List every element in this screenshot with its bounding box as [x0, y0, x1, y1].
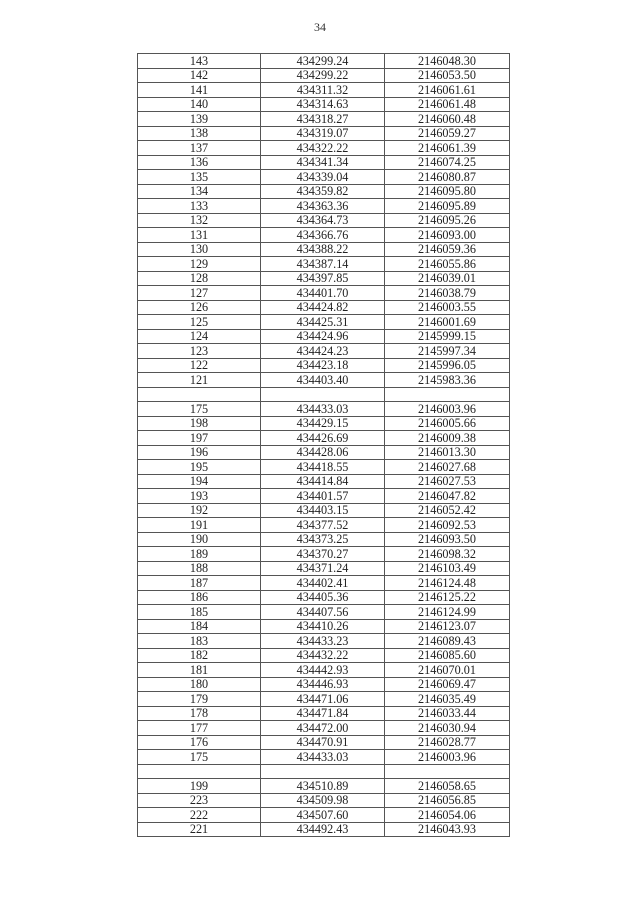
- x-coordinate-cell: 434339.04: [261, 170, 385, 185]
- x-coordinate-cell: 434509.98: [261, 793, 385, 808]
- table-row: [138, 648, 510, 663]
- x-coordinate-cell: 434428.06: [261, 445, 385, 460]
- x-coordinate-cell: 434402.41: [261, 576, 385, 591]
- coordinate-table: [137, 53, 510, 837]
- y-coordinate-cell: 2146093.50: [385, 532, 510, 547]
- point-number-cell: 175: [138, 402, 261, 417]
- y-coordinate-cell: 2146103.49: [385, 561, 510, 576]
- coordinate-table-body: [138, 54, 510, 837]
- y-coordinate-cell: 2146054.06: [385, 808, 510, 823]
- table-row: [138, 590, 510, 605]
- point-number-cell: 139: [138, 112, 261, 127]
- table-row: [138, 808, 510, 823]
- x-coordinate-cell: 434424.23: [261, 344, 385, 359]
- y-coordinate-cell: 2146047.82: [385, 489, 510, 504]
- table-row: [138, 677, 510, 692]
- table-row: [138, 619, 510, 634]
- table-row: [138, 54, 510, 69]
- table-row: [138, 750, 510, 765]
- point-number-cell: 223: [138, 793, 261, 808]
- point-number-cell: 195: [138, 460, 261, 475]
- table-row: [138, 779, 510, 794]
- x-coordinate-cell: 434359.82: [261, 184, 385, 199]
- table-row: [138, 170, 510, 185]
- point-number-cell: 184: [138, 619, 261, 634]
- y-coordinate-cell: 2146058.65: [385, 779, 510, 794]
- y-coordinate-cell: 2146061.39: [385, 141, 510, 156]
- point-number-cell: 135: [138, 170, 261, 185]
- y-coordinate-cell: 2146053.50: [385, 68, 510, 83]
- table-row: [138, 68, 510, 83]
- point-number-cell: 191: [138, 518, 261, 533]
- y-coordinate-cell: 2146095.80: [385, 184, 510, 199]
- x-coordinate-cell: 434424.82: [261, 300, 385, 315]
- point-number-cell: 221: [138, 822, 261, 837]
- point-number-cell: 127: [138, 286, 261, 301]
- point-number-cell: 121: [138, 373, 261, 388]
- x-coordinate-cell: 434388.22: [261, 242, 385, 257]
- y-coordinate-cell: 2146035.49: [385, 692, 510, 707]
- separator-row: [138, 764, 510, 779]
- y-coordinate-cell: 2146124.48: [385, 576, 510, 591]
- x-coordinate-cell: 434432.22: [261, 648, 385, 663]
- point-number-cell: 196: [138, 445, 261, 460]
- table-row: [138, 518, 510, 533]
- point-number-cell: 122: [138, 358, 261, 373]
- y-coordinate-cell: 2146059.36: [385, 242, 510, 257]
- table-row: [138, 735, 510, 750]
- table-row: [138, 402, 510, 417]
- y-coordinate-cell: 2146125.22: [385, 590, 510, 605]
- x-coordinate-cell: 434363.36: [261, 199, 385, 214]
- y-coordinate-cell: 2146030.94: [385, 721, 510, 736]
- y-coordinate-cell: 2146038.79: [385, 286, 510, 301]
- point-number-cell: 176: [138, 735, 261, 750]
- table-row: [138, 721, 510, 736]
- x-coordinate-cell: 434401.70: [261, 286, 385, 301]
- x-coordinate-cell: 434507.60: [261, 808, 385, 823]
- table-row: [138, 634, 510, 649]
- point-number-cell: 197: [138, 431, 261, 446]
- y-coordinate-cell: 2145999.15: [385, 329, 510, 344]
- x-coordinate-cell: [261, 387, 385, 402]
- x-coordinate-cell: 434405.36: [261, 590, 385, 605]
- table-row: [138, 315, 510, 330]
- table-row: [138, 547, 510, 562]
- y-coordinate-cell: 2146055.86: [385, 257, 510, 272]
- table-row: [138, 822, 510, 837]
- point-number-cell: 129: [138, 257, 261, 272]
- y-coordinate-cell: [385, 387, 510, 402]
- point-number-cell: 182: [138, 648, 261, 663]
- y-coordinate-cell: 2146061.61: [385, 83, 510, 98]
- point-number-cell: 198: [138, 416, 261, 431]
- y-coordinate-cell: 2146060.48: [385, 112, 510, 127]
- x-coordinate-cell: 434471.84: [261, 706, 385, 721]
- point-number-cell: 194: [138, 474, 261, 489]
- y-coordinate-cell: 2145996.05: [385, 358, 510, 373]
- point-number-cell: 126: [138, 300, 261, 315]
- point-number-cell: 199: [138, 779, 261, 794]
- y-coordinate-cell: 2146003.96: [385, 750, 510, 765]
- y-coordinate-cell: 2146059.27: [385, 126, 510, 141]
- point-number-cell: 131: [138, 228, 261, 243]
- x-coordinate-cell: 434424.96: [261, 329, 385, 344]
- table-row: [138, 155, 510, 170]
- table-row: [138, 242, 510, 257]
- y-coordinate-cell: 2146089.43: [385, 634, 510, 649]
- table-row: [138, 199, 510, 214]
- x-coordinate-cell: 434341.34: [261, 155, 385, 170]
- point-number-cell: 141: [138, 83, 261, 98]
- y-coordinate-cell: 2146070.01: [385, 663, 510, 678]
- x-coordinate-cell: 434403.40: [261, 373, 385, 388]
- table-row: [138, 112, 510, 127]
- x-coordinate-cell: 434433.03: [261, 402, 385, 417]
- table-row: [138, 416, 510, 431]
- x-coordinate-cell: 434387.14: [261, 257, 385, 272]
- y-coordinate-cell: 2146048.30: [385, 54, 510, 69]
- point-number-cell: 185: [138, 605, 261, 620]
- point-number-cell: 180: [138, 677, 261, 692]
- y-coordinate-cell: 2146095.26: [385, 213, 510, 228]
- point-number-cell: 177: [138, 721, 261, 736]
- x-coordinate-cell: 434492.43: [261, 822, 385, 837]
- point-number-cell: 132: [138, 213, 261, 228]
- point-number-cell: 181: [138, 663, 261, 678]
- y-coordinate-cell: 2145983.36: [385, 373, 510, 388]
- point-number-cell: 183: [138, 634, 261, 649]
- table-row: [138, 286, 510, 301]
- point-number-cell: 136: [138, 155, 261, 170]
- point-number-cell: 137: [138, 141, 261, 156]
- point-number-cell: 123: [138, 344, 261, 359]
- y-coordinate-cell: 2146003.96: [385, 402, 510, 417]
- table-row: [138, 213, 510, 228]
- point-number-cell: 143: [138, 54, 261, 69]
- x-coordinate-cell: 434401.57: [261, 489, 385, 504]
- y-coordinate-cell: [385, 764, 510, 779]
- table-row: [138, 561, 510, 576]
- y-coordinate-cell: 2145997.34: [385, 344, 510, 359]
- table-row: [138, 503, 510, 518]
- y-coordinate-cell: 2146095.89: [385, 199, 510, 214]
- y-coordinate-cell: 2146124.99: [385, 605, 510, 620]
- point-number-cell: 138: [138, 126, 261, 141]
- y-coordinate-cell: 2146033.44: [385, 706, 510, 721]
- y-coordinate-cell: 2146001.69: [385, 315, 510, 330]
- x-coordinate-cell: 434364.73: [261, 213, 385, 228]
- x-coordinate-cell: 434410.26: [261, 619, 385, 634]
- y-coordinate-cell: 2146039.01: [385, 271, 510, 286]
- table-row: [138, 532, 510, 547]
- y-coordinate-cell: 2146052.42: [385, 503, 510, 518]
- point-number-cell: 189: [138, 547, 261, 562]
- x-coordinate-cell: 434299.24: [261, 54, 385, 69]
- table-row: [138, 344, 510, 359]
- table-row: [138, 97, 510, 112]
- point-number-cell: 133: [138, 199, 261, 214]
- x-coordinate-cell: 434425.31: [261, 315, 385, 330]
- point-number-cell: [138, 764, 261, 779]
- x-coordinate-cell: 434314.63: [261, 97, 385, 112]
- x-coordinate-cell: 434471.06: [261, 692, 385, 707]
- table-row: [138, 793, 510, 808]
- point-number-cell: 192: [138, 503, 261, 518]
- point-number-cell: 222: [138, 808, 261, 823]
- x-coordinate-cell: 434299.22: [261, 68, 385, 83]
- table-row: [138, 474, 510, 489]
- x-coordinate-cell: 434318.27: [261, 112, 385, 127]
- y-coordinate-cell: 2146085.60: [385, 648, 510, 663]
- point-number-cell: 142: [138, 68, 261, 83]
- x-coordinate-cell: 434426.69: [261, 431, 385, 446]
- x-coordinate-cell: 434319.07: [261, 126, 385, 141]
- table-row: [138, 83, 510, 98]
- table-row: [138, 373, 510, 388]
- y-coordinate-cell: 2146123.07: [385, 619, 510, 634]
- y-coordinate-cell: 2146027.53: [385, 474, 510, 489]
- point-number-cell: 128: [138, 271, 261, 286]
- point-number-cell: 188: [138, 561, 261, 576]
- table-row: [138, 271, 510, 286]
- x-coordinate-cell: 434423.18: [261, 358, 385, 373]
- x-coordinate-cell: 434510.89: [261, 779, 385, 794]
- x-coordinate-cell: 434472.00: [261, 721, 385, 736]
- y-coordinate-cell: 2146056.85: [385, 793, 510, 808]
- y-coordinate-cell: 2146043.93: [385, 822, 510, 837]
- x-coordinate-cell: 434311.32: [261, 83, 385, 98]
- table-row: [138, 663, 510, 678]
- x-coordinate-cell: 434446.93: [261, 677, 385, 692]
- table-row: [138, 445, 510, 460]
- point-number-cell: 186: [138, 590, 261, 605]
- y-coordinate-cell: 2146003.55: [385, 300, 510, 315]
- y-coordinate-cell: 2146028.77: [385, 735, 510, 750]
- x-coordinate-cell: 434322.22: [261, 141, 385, 156]
- table-row: [138, 605, 510, 620]
- point-number-cell: 187: [138, 576, 261, 591]
- point-number-cell: 193: [138, 489, 261, 504]
- x-coordinate-cell: 434407.56: [261, 605, 385, 620]
- y-coordinate-cell: 2146092.53: [385, 518, 510, 533]
- point-number-cell: [138, 387, 261, 402]
- table-row: [138, 460, 510, 475]
- point-number-cell: 179: [138, 692, 261, 707]
- y-coordinate-cell: 2146080.87: [385, 170, 510, 185]
- x-coordinate-cell: 434418.55: [261, 460, 385, 475]
- x-coordinate-cell: 434403.15: [261, 503, 385, 518]
- table-row: [138, 358, 510, 373]
- x-coordinate-cell: 434442.93: [261, 663, 385, 678]
- x-coordinate-cell: 434371.24: [261, 561, 385, 576]
- table-row: [138, 329, 510, 344]
- page-number: 34: [314, 20, 326, 34]
- y-coordinate-cell: 2146013.30: [385, 445, 510, 460]
- point-number-cell: 125: [138, 315, 261, 330]
- table-row: [138, 126, 510, 141]
- y-coordinate-cell: 2146098.32: [385, 547, 510, 562]
- y-coordinate-cell: 2146074.25: [385, 155, 510, 170]
- table-row: [138, 431, 510, 446]
- table-row: [138, 300, 510, 315]
- table-row: [138, 489, 510, 504]
- table-row: [138, 257, 510, 272]
- point-number-cell: 175: [138, 750, 261, 765]
- y-coordinate-cell: 2146005.66: [385, 416, 510, 431]
- x-coordinate-cell: 434433.23: [261, 634, 385, 649]
- y-coordinate-cell: 2146061.48: [385, 97, 510, 112]
- point-number-cell: 130: [138, 242, 261, 257]
- point-number-cell: 190: [138, 532, 261, 547]
- x-coordinate-cell: [261, 764, 385, 779]
- x-coordinate-cell: 434429.15: [261, 416, 385, 431]
- point-number-cell: 140: [138, 97, 261, 112]
- x-coordinate-cell: 434373.25: [261, 532, 385, 547]
- y-coordinate-cell: 2146009.38: [385, 431, 510, 446]
- y-coordinate-cell: 2146027.68: [385, 460, 510, 475]
- x-coordinate-cell: 434366.76: [261, 228, 385, 243]
- point-number-cell: 134: [138, 184, 261, 199]
- x-coordinate-cell: 434470.91: [261, 735, 385, 750]
- table-row: [138, 184, 510, 199]
- x-coordinate-cell: 434370.27: [261, 547, 385, 562]
- x-coordinate-cell: 434433.03: [261, 750, 385, 765]
- table-row: [138, 228, 510, 243]
- y-coordinate-cell: 2146069.47: [385, 677, 510, 692]
- point-number-cell: 124: [138, 329, 261, 344]
- x-coordinate-cell: 434414.84: [261, 474, 385, 489]
- table-row: [138, 576, 510, 591]
- x-coordinate-cell: 434377.52: [261, 518, 385, 533]
- y-coordinate-cell: 2146093.00: [385, 228, 510, 243]
- table-row: [138, 692, 510, 707]
- x-coordinate-cell: 434397.85: [261, 271, 385, 286]
- table-row: [138, 706, 510, 721]
- separator-row: [138, 387, 510, 402]
- table-row: [138, 141, 510, 156]
- point-number-cell: 178: [138, 706, 261, 721]
